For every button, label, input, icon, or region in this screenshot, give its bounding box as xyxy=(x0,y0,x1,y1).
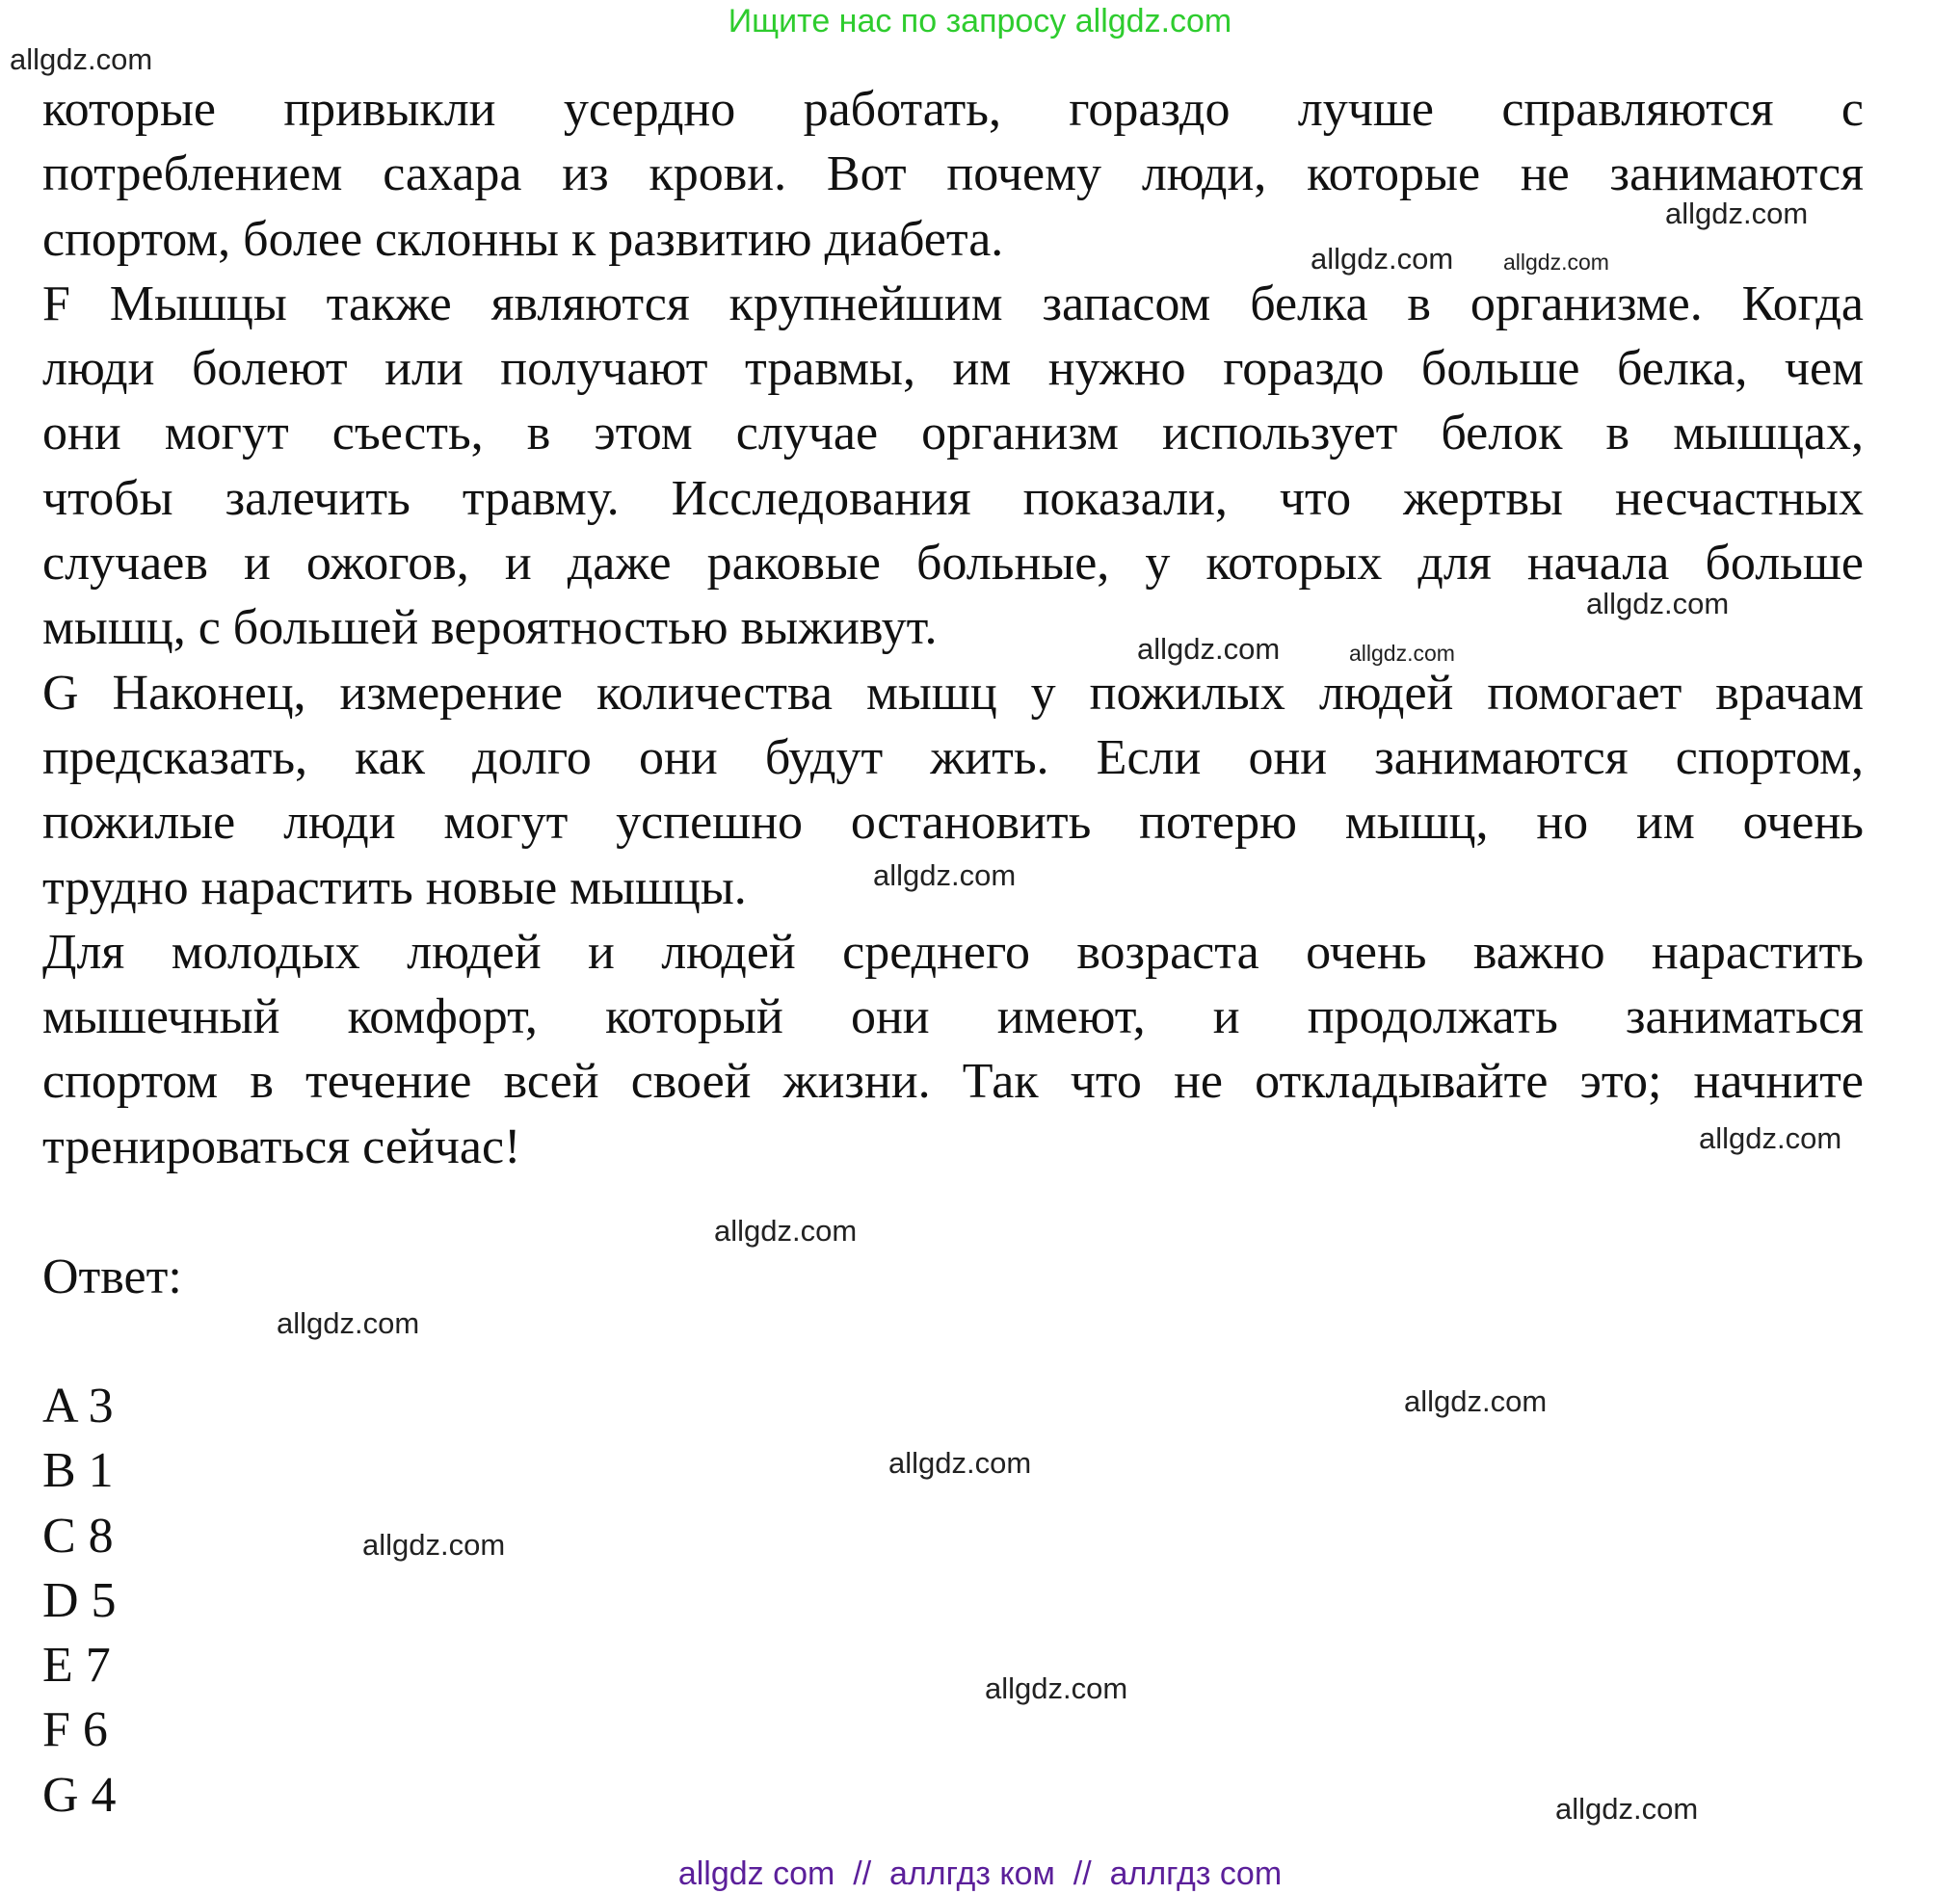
answer-item: F 6 xyxy=(42,1702,108,1758)
text-line: люди болеют или получают травмы, им нужно гораздо больше белка, чем xyxy=(42,341,1864,397)
answer-item: D 5 xyxy=(42,1572,117,1628)
document-body xyxy=(42,77,1864,1179)
text-line: которые привыкли усердно работать, гораздо лучше справляются с xyxy=(42,82,1864,137)
watermark: allgdz.com xyxy=(362,1528,506,1562)
text-line: спортом в течение всей своей жизни. Так что не откладывайте это; начните xyxy=(42,1054,1864,1110)
watermark: allgdz.com xyxy=(277,1306,420,1340)
watermark: allgdz.com xyxy=(714,1214,858,1248)
text-line: мышц, с большей вероятностью выживут. xyxy=(42,600,938,656)
answer-item: G 4 xyxy=(42,1767,117,1823)
watermark: allgdz.com xyxy=(1404,1384,1548,1418)
text-line: мышечный комфорт, который они имеют, и продолжать заниматься xyxy=(42,989,1864,1045)
text-line: трудно нарастить новые мышцы. xyxy=(42,859,747,915)
watermark: allgdz.com xyxy=(1137,632,1281,666)
text-line: тренироваться сейчас! xyxy=(42,1118,521,1174)
watermark: allgdz.com xyxy=(1555,1792,1699,1826)
watermark: allgdz.com xyxy=(1586,587,1730,620)
text-line: потреблением сахара из крови. Вот почему люди, которые не занимаются xyxy=(42,146,1864,202)
text-line: G Наконец, измерение количества мышц у пожилых людей помогает врачам xyxy=(42,665,1864,721)
watermark: allgdz.com xyxy=(873,858,1017,892)
answer-item: E 7 xyxy=(42,1638,111,1694)
watermark: allgdz.com xyxy=(1665,197,1809,230)
text-line: они могут съесть, в этом случае организм использует белок в мышцах, xyxy=(42,406,1864,461)
text-line: чтобы залечить травму. Исследования показали, что жертвы несчастных xyxy=(42,470,1864,526)
text-line: Для молодых людей и людей среднего возраста очень важно нарастить xyxy=(42,924,1864,980)
answer-list xyxy=(42,1374,117,1828)
text-line: спортом, более склонны к развитию диабета. xyxy=(42,211,1004,267)
watermark: allgdz.com xyxy=(985,1671,1128,1705)
text-line: предсказать, как долго они будут жить. Если они занимаются спортом, xyxy=(42,729,1864,785)
watermark: allgdz.com xyxy=(888,1446,1032,1480)
watermark: allgdz.com xyxy=(1311,242,1454,276)
watermark: allgdz.com xyxy=(10,42,153,76)
text-line: F Мышцы также являются крупнейшим запасом белка в организме. Когда xyxy=(42,276,1864,331)
text-line: пожилые люди могут успешно остановить потерю мышц, но им очень xyxy=(42,795,1864,851)
watermark: allgdz.com xyxy=(1699,1121,1842,1155)
answer-item: A 3 xyxy=(42,1379,114,1434)
watermark: allgdz.com xyxy=(1503,250,1609,275)
answer-item: B 1 xyxy=(42,1443,114,1499)
watermark: allgdz.com xyxy=(1349,641,1455,666)
text-line: случаев и ожогов, и даже раковые больные, у которых для начала больше xyxy=(42,536,1864,592)
promo-banner: Ищите нас по запросу allgdz.com xyxy=(728,3,1232,39)
answer-heading: Ответ: xyxy=(42,1250,182,1304)
answer-item: C 8 xyxy=(42,1508,114,1564)
footer-watermark: allgdz com // аллгдз ком // аллгдз com xyxy=(677,1855,1283,1892)
